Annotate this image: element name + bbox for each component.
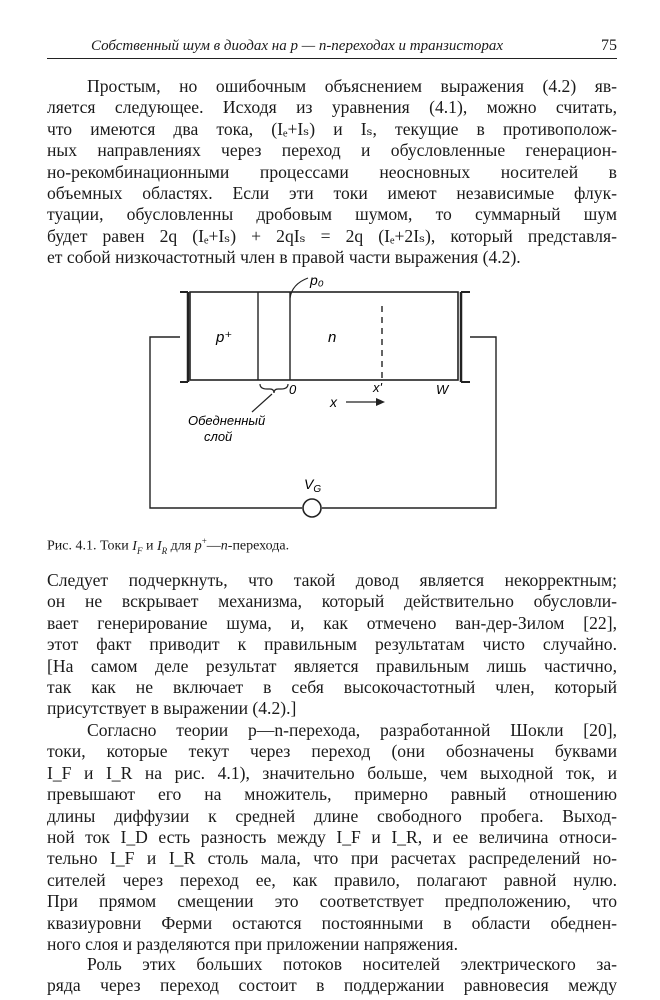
voltage-source (303, 499, 321, 517)
text-line: длины диффузии к средней длине свободного пробега. Выход- (47, 805, 617, 826)
text-line: ряда через переход состоит в поддержании равновесия между (47, 975, 617, 996)
text-line: будет равен 2q (Iₑ+Iₛ) + 2qIₛ = 2q (Iₑ+2Iₛ), который представля- (47, 225, 617, 246)
text-line: ляется следующее. Исходя из уравнения (4.1), можно считать, (47, 97, 617, 118)
text-line: но-рекомбинационными процессами неосновных носителей в (47, 161, 617, 182)
text-line: Следует подчеркнуть, что такой довод является некорректным; (47, 570, 617, 590)
text-line: ного слоя и разделяются при приложении напряжения. (47, 934, 459, 955)
label-x-axis: x (330, 394, 337, 410)
text-line: превышают его на множитель, примерно равный отношению (47, 784, 617, 805)
text-line: объемных областях. Если эти токи имеют независимые флук- (47, 183, 617, 204)
text-line: что имеются два тока, (Iₑ+Iₛ) и Iₛ, текущие в противополож- (47, 118, 617, 139)
label-depletion-2: слой (204, 429, 233, 444)
text-line: сителей через переход ее, как правило, полагают равной нулю. (47, 869, 617, 890)
text-line: токи, которые текут через переход (они обозначены буквами (47, 741, 617, 762)
text-line: Простым, но ошибочным объяснением выражения (4.2) яв- (87, 76, 617, 96)
text-line: он не вскрывает механизма, который действительно обусловли- (47, 591, 617, 612)
text-line: этот факт приводит к правильным результатам чисто случайно. (47, 634, 617, 655)
text-line: так как не включает в себя высокочастотный член, который (47, 677, 617, 698)
depletion-brace (260, 384, 288, 393)
label-zero: 0 (289, 382, 297, 397)
text-line: ной ток I_D есть разность между I_F и I_R, и ее величина относи- (47, 827, 617, 848)
paragraph-1 (47, 76, 617, 269)
figure-caption: Рис. 4.1. Токи $I_F$ и $I_R$ для p+—n-перехода. (47, 536, 290, 556)
label-w: W (436, 382, 449, 397)
text-line: Роль этих больших потоков носителей электрического за- (87, 954, 617, 974)
text-line: вает генерирование шума, и, как отмечено ван-дер-Зилом [22], (47, 612, 617, 633)
page-header (47, 30, 617, 59)
text-line: тельно I_F и I_R столь мала, что при расчетах распределений но- (47, 848, 617, 869)
text-line: квазиуровни Ферми остаются постоянными в области обеднен- (47, 912, 617, 933)
label-p-plus: p⁺ (216, 329, 233, 346)
text-line: [На самом деле результат является правильным лишь частично, (47, 655, 617, 676)
text-line: При прямом смещении это соответствует предположению, что (47, 891, 617, 912)
label-p0: p₀ (310, 272, 324, 288)
paragraph-3 (47, 720, 617, 955)
text-line: Согласно теории p—n-перехода, разработанной Шокли [20], (87, 720, 617, 740)
label-n: n (328, 329, 337, 346)
text-line: ных направлениях через переход и обусловленные генерацион- (47, 140, 617, 161)
label-x-prime: x' (373, 380, 382, 395)
text-line: присутствует в выражении (4.2).] (47, 698, 297, 719)
text-line: I_F и I_R на рис. 4.1), значительно больше, чем выходной ток, и (47, 762, 617, 783)
paragraph-2 (47, 570, 617, 720)
figure-pn-junction (140, 270, 510, 530)
paragraph-4 (47, 954, 617, 997)
running-title: Собственный шум в диодах на p — n-переходах и транзисторах (91, 38, 504, 54)
text-line: ет собой низкочастотный член в правой части выражения (4.2). (47, 247, 521, 268)
circuit-wire-right (322, 337, 496, 508)
label-depletion-1: Обедненный (188, 413, 266, 428)
text-line: туации, обусловленны дробовым шумом, то суммарный шум (47, 204, 617, 225)
page-number: 75 (601, 37, 617, 54)
label-vg: $V_G$ (304, 476, 322, 495)
junction-diagram (140, 270, 510, 530)
